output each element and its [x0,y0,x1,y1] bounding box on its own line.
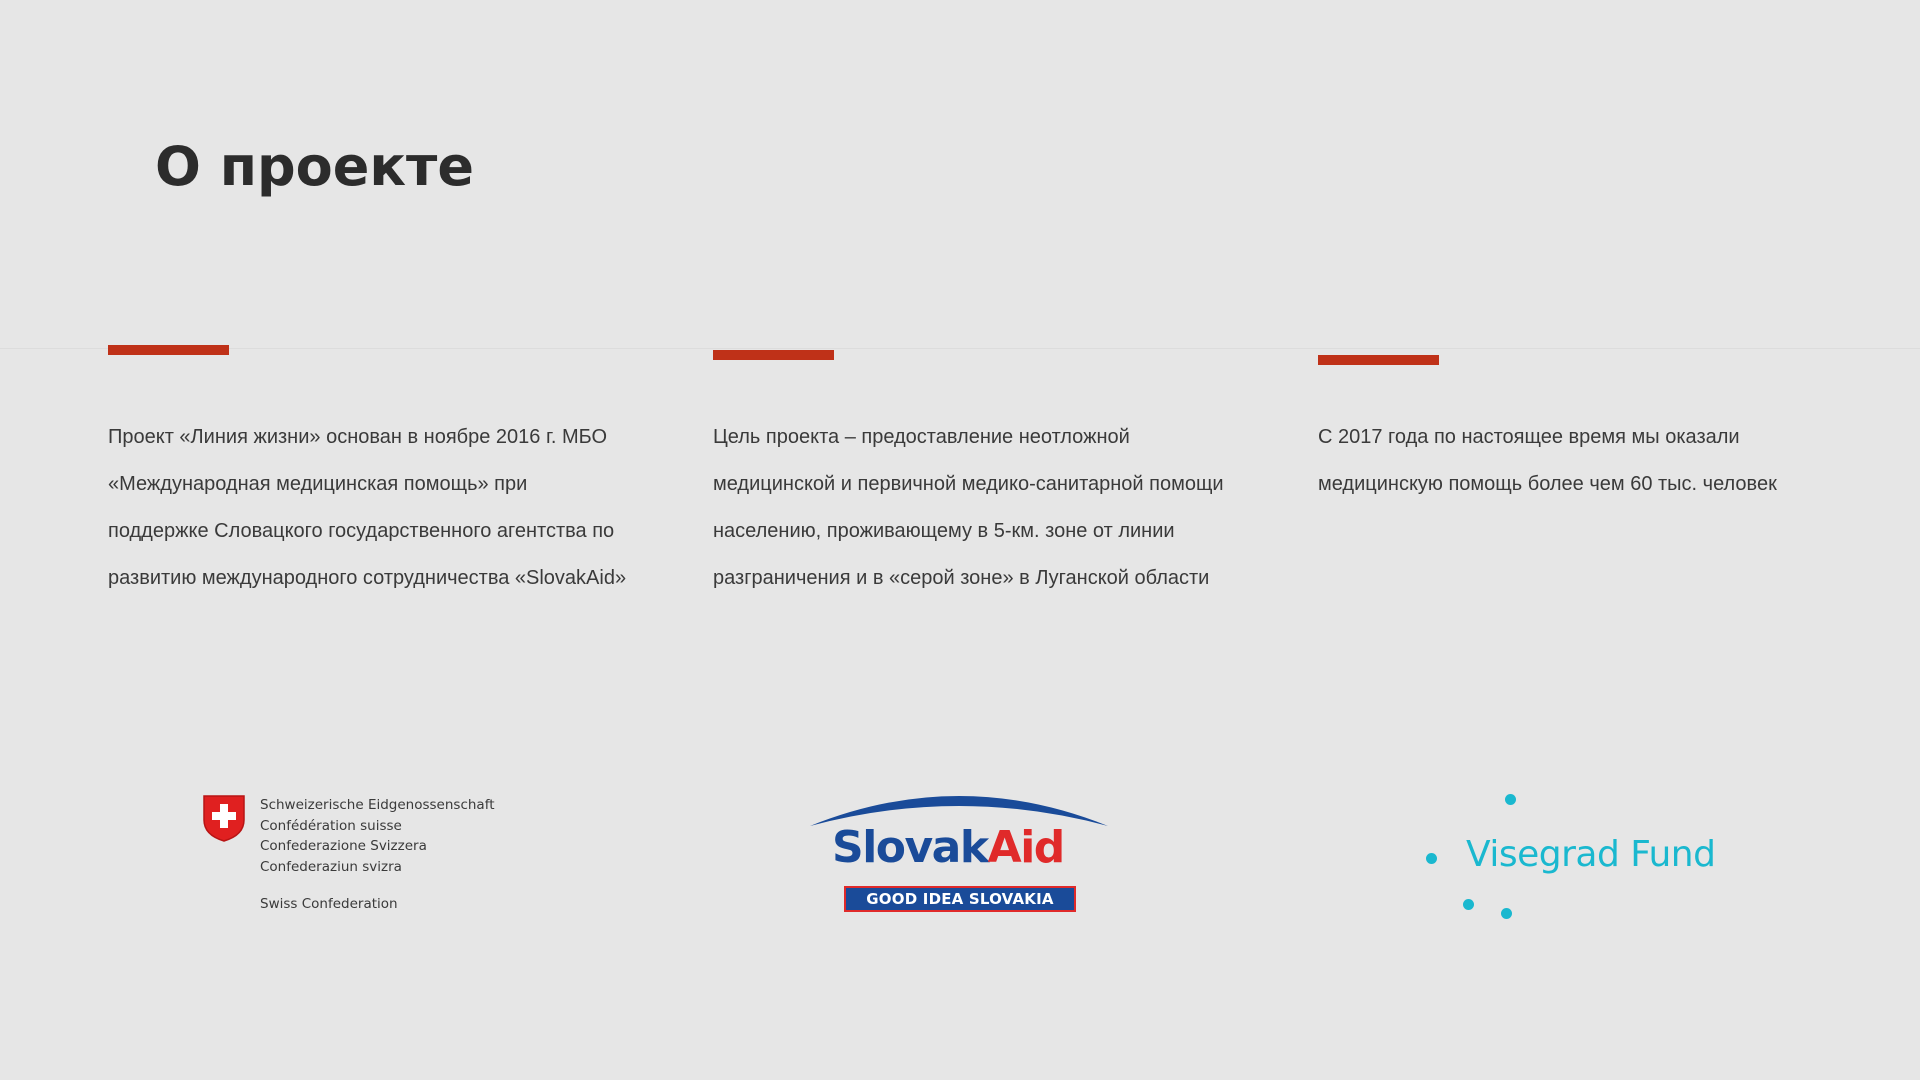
visegrad-fund-logo [1418,790,1718,930]
visegrad-dot [1426,853,1437,864]
swiss-name-rm: Confederaziun svizra [260,858,402,875]
slovakaid-logo [806,786,1112,916]
visegrad-wordmark: Visegrad Fund [1466,834,1716,875]
visegrad-dot [1501,908,1512,919]
accent-bar [1318,355,1439,365]
column-text: С 2017 года по настоящее время мы оказали медицинскую помощь более чем 60 тыс. человек [1318,426,1777,495]
swiss-name-de: Schweizerische Eidgenossenschaft [260,797,495,813]
swiss-name-en: Swiss Confederation [260,896,398,912]
page-title: О проекте [155,135,474,198]
slovakaid-tagline: GOOD IDEA SLOVAKIA [844,886,1076,912]
divider-line [0,348,1920,349]
swiss-cross-shield-icon [202,794,246,842]
accent-bar [108,345,229,355]
slovakaid-word-aid: Aid [987,822,1064,873]
column-text: Цель проекта – предоставление неотложной медицинской и первичной медико-санитарной помощи населению, проживающему в 5-км. зоне от линии разграничения и в «серой зоне» в Луганской области [713,426,1224,589]
visegrad-dot [1463,899,1474,910]
visegrad-dot [1505,794,1516,805]
swiss-name-fr: Confédération suisse [260,817,402,834]
column-text: Проект «Линия жизни» основан в ноябре 2016 г. МБО «Международная медицинская помощь» при поддержке Словацкого государственного агентства по развитию международного сотрудничества «SlovakAid» [108,426,627,589]
swiss-name-it: Confederazione Svizzera [260,838,427,854]
swiss-names [260,795,495,877]
slovakaid-word-slovak: Slovak [832,822,988,873]
slovakaid-wordmark [832,822,1064,873]
accent-bar [713,350,834,360]
swiss-confederation-logo [202,794,532,914]
